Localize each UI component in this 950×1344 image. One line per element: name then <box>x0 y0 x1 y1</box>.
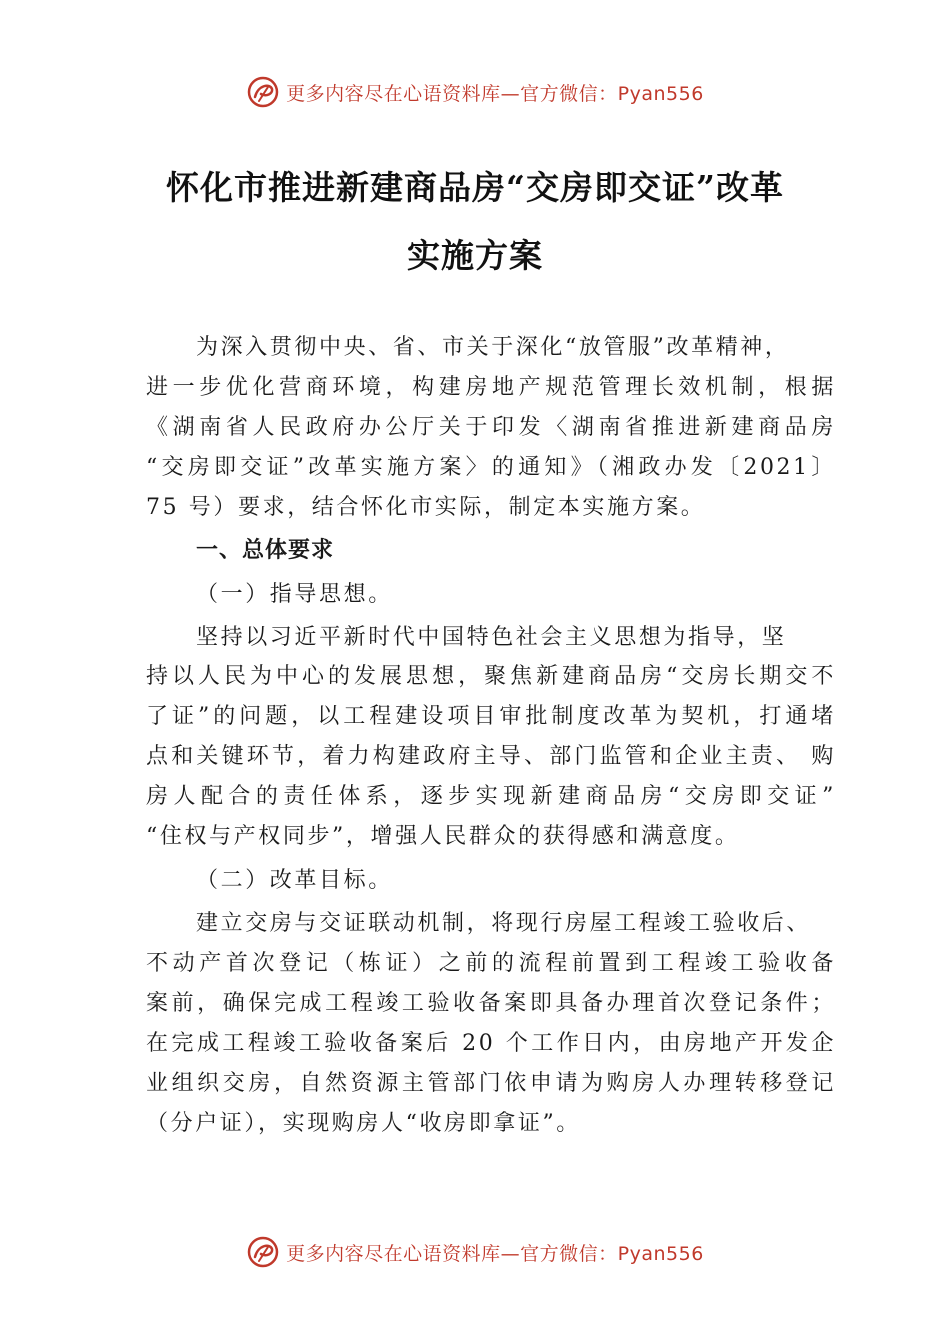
sub1-line: 坚持以习近平新时代中国特色社会主义思想为指导，坚 <box>196 625 787 650</box>
intro-line: 75 号）要求，结合怀化市实际，制定本实施方案。 <box>146 495 706 520</box>
subsection-heading: （二）改革目标。 <box>196 868 393 893</box>
subsection-heading: （一）指导思想。 <box>196 582 393 607</box>
intro-line: 进一步优化营商环境，构建房地产规范管理长效机制，根据 <box>146 375 836 400</box>
sub2-line: 不动产首次登记（栋证）之前的流程前置到工程竣工验收备 <box>146 951 836 976</box>
sub2-line: 案前，确保完成工程竣工验收备案即具备办理首次登记条件； <box>146 991 836 1016</box>
sub1-line: 了证”的问题，以工程建设项目审批制度改革为契机，打通堵 <box>146 704 836 729</box>
document-title-line-2: 实施方案 <box>407 236 543 275</box>
document-title-line-1: 怀化市推进新建商品房“交房即交证”改革 <box>166 168 784 207</box>
top-watermark-banner <box>0 72 950 112</box>
red-swirl-logo-icon <box>246 75 280 109</box>
red-swirl-logo-icon <box>246 1235 280 1269</box>
sub1-line: 点和关键环节，着力构建政府主导、部门监管和企业主责、 购 <box>146 744 836 769</box>
watermark-text: 更多内容尽在心语资料库—官方微信：Pyan556 <box>286 82 704 105</box>
sub1-line: 持以人民为中心的发展思想，聚焦新建商品房“交房长期交不 <box>146 664 836 689</box>
sub2-line: （分户证），实现购房人“收房即拿证”。 <box>146 1111 581 1136</box>
intro-line: “交房即交证”改革实施方案〉的通知》（湘政办发〔2021〕 <box>146 455 836 480</box>
sub2-line: 在完成工程竣工验收备案后 20 个工作日内，由房地产开发企 <box>146 1031 836 1056</box>
sub2-line: 建立交房与交证联动机制，将现行房屋工程竣工验收后、 <box>196 911 812 936</box>
section-heading: 一、总体要求 <box>196 538 335 563</box>
bottom-watermark-banner <box>0 1232 950 1272</box>
watermark-text: 更多内容尽在心语资料库—官方微信：Pyan556 <box>286 1242 704 1265</box>
intro-line: 《湖南省人民政府办公厅关于印发〈湖南省推进新建商品房 <box>146 415 836 440</box>
sub1-line: “住权与产权同步”，增强人民群众的获得感和满意度。 <box>146 824 740 849</box>
intro-line: 为深入贯彻中央、省、市关于深化“放管服”改革精神， <box>196 335 790 360</box>
sub1-line: 房人配合的责任体系，逐步实现新建商品房“交房即交证” <box>146 784 836 809</box>
sub2-line: 业组织交房，自然资源主管部门依申请为购房人办理转移登记 <box>146 1071 836 1096</box>
